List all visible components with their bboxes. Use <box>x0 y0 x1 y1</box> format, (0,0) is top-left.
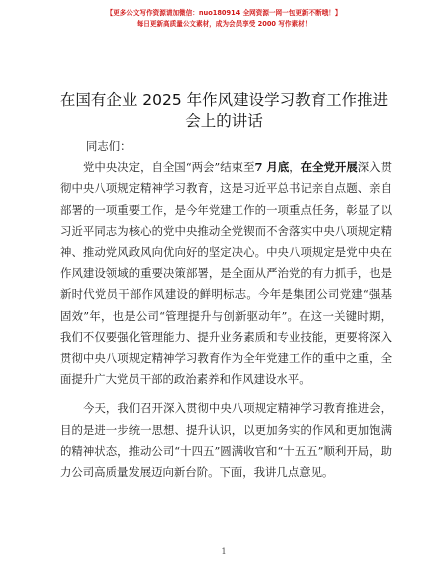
title-line-1: 在国有企业 2025 年作风建设学习教育工作推进 <box>59 91 389 109</box>
promo-banner-line-2: 每日更新高质量公文素材，成为会员享受 2000 写作素材！ <box>136 20 312 28</box>
document-body <box>60 136 392 483</box>
paragraph-1 <box>60 157 392 390</box>
paragraph-1-text-c: 深入贯彻中央八项规定精神学习教育，这是习近平总书记亲自点题、亲自部署的一项重要工作，是今年党建工作的一项重点任务，彰显了以习近平同志为核心的党中央推动全党锲而不舍落实中央八项规定精神、推动党风政风向优向好的坚定决心。中央八项规定是党中央在作风建设领域的重要决策部署，是全面从严治党的有力抓手，也是新时代党员干部作风建设的鲜明标志。今年是集团公司党建“强基固效”年，也是公司“管理提升与创新驱动年”。在这一关键时期，我们不仅要强化管理能力、提升业务素质和专业技能，更要将深入贯彻中央八项规定精神学习教育作为全年党建工作的重中之重，全面提升广大党员干部的政治素养和作风建设水平。 <box>60 160 392 387</box>
title-line-2: 会上的讲话 <box>185 112 263 130</box>
page-number: 1 <box>221 547 227 556</box>
paragraph-2: 今天，我们召开深入贯彻中央八项规定精神学习教育推进会，目的是进一步统一思想、提升认识，以更加务实的作风和更加饱满的精神状态，推动公司“十四五”圆满收官和“十五五”顺利开局，助力公司高质量发展迈向新台阶。下面，我讲几点意见。 <box>60 401 392 480</box>
paragraph-1-bold-phrase: 在全党开展 <box>300 160 358 175</box>
document-title <box>40 90 408 132</box>
paragraph-1-text-a: 党中央决定，自全国“两会”结束至 <box>83 160 255 175</box>
greeting: 同志们： <box>86 139 132 153</box>
paragraph-1-text-b: ， <box>289 160 301 175</box>
promo-banner-line-1: 【更多公文写作资源请加微信：nuo180914 全网资源一网一包更新不断哦！】 <box>106 9 342 17</box>
paragraph-1-bold-date: 7 月底 <box>254 160 290 175</box>
